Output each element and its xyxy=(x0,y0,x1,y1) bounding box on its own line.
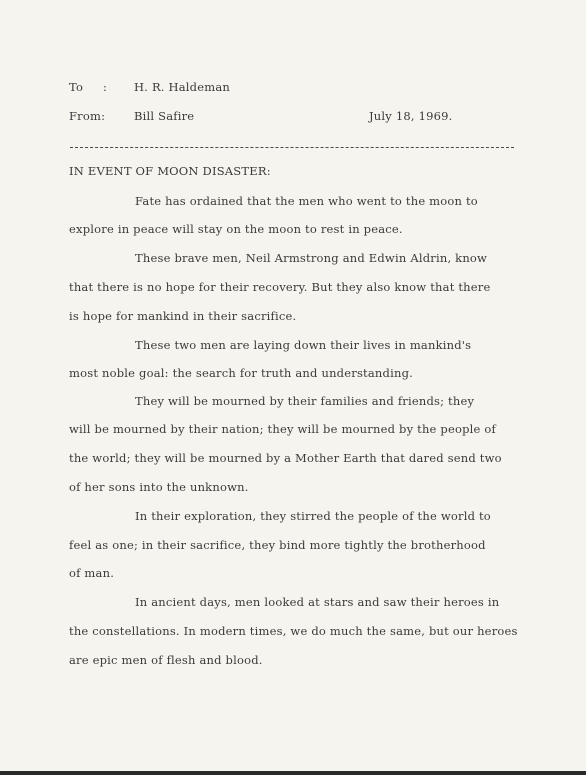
body-line: In their exploration, they stirred the people of the world to xyxy=(135,509,491,523)
body-line: These two men are laying down their lives in mankind's xyxy=(135,338,472,352)
page-bottom-edge xyxy=(0,771,586,775)
body-line: will be mourned by their nation; they will be mourned by the people of xyxy=(69,422,496,436)
body-line: the world; they will be mourned by a Mother Earth that dared send two xyxy=(69,451,502,465)
body-line: is hope for mankind in their sacrifice. xyxy=(69,309,297,323)
to-colon: : xyxy=(103,80,108,94)
body-line: They will be mourned by their families and friends; they xyxy=(135,394,475,408)
from-label: From: xyxy=(69,109,106,123)
to-label: To xyxy=(69,80,84,94)
body-line: that there is no hope for their recovery. But they also know that there xyxy=(69,280,491,294)
body-line: most noble goal: the search for truth and understanding. xyxy=(69,366,413,380)
body-line: feel as one; in their sacrifice, they bind more tightly the brotherhood xyxy=(69,538,486,552)
to-value: H. R. Haldeman xyxy=(134,80,231,94)
body-line: In ancient days, men looked at stars and saw their heroes in xyxy=(135,595,500,609)
body-line: are epic men of flesh and blood. xyxy=(69,653,263,667)
dashed-divider xyxy=(70,147,514,148)
memo-title: IN EVENT OF MOON DISASTER: xyxy=(69,164,271,178)
body-line: These brave men, Neil Armstrong and Edwin Aldrin, know xyxy=(135,251,488,265)
body-line: of her sons into the unknown. xyxy=(69,480,249,494)
memo-date: July 18, 1969. xyxy=(369,109,453,123)
body-line: Fate has ordained that the men who went to the moon to xyxy=(135,194,478,208)
from-value: Bill Safire xyxy=(134,109,195,123)
body-line: the constellations. In modern times, we do much the same, but our heroes xyxy=(69,624,518,638)
body-line: explore in peace will stay on the moon to rest in peace. xyxy=(69,222,403,236)
body-line: of man. xyxy=(69,566,115,580)
